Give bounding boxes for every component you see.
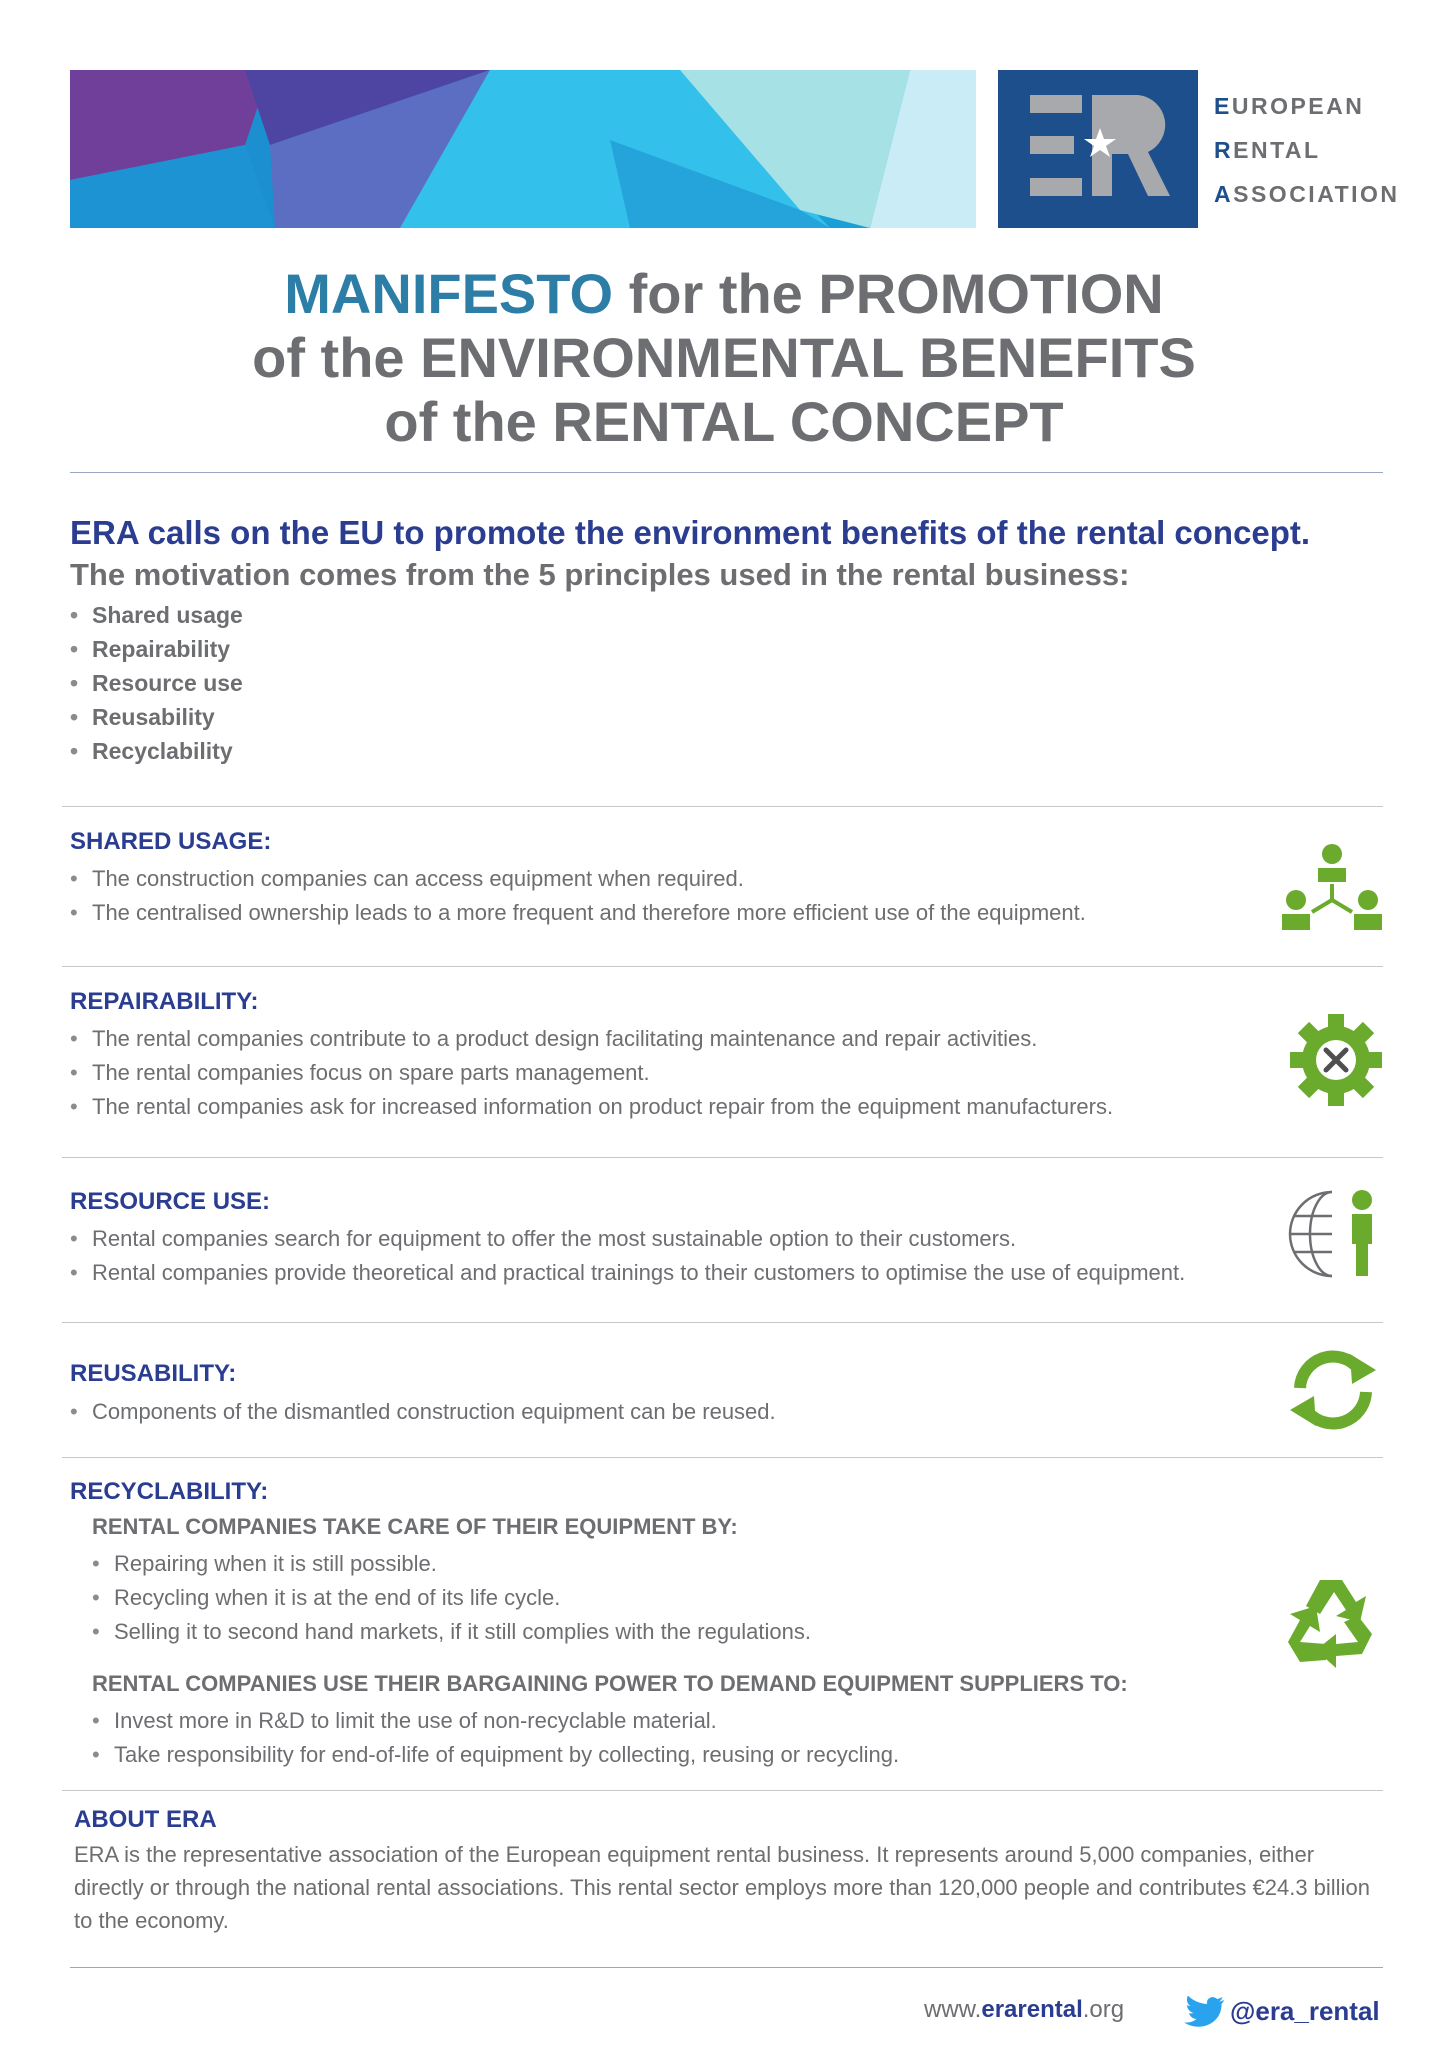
list-item: • Reusability [70,700,243,734]
recycle-subheading-1: RENTAL COMPANIES TAKE CARE OF THEIR EQUIPMENT BY: [92,1514,738,1539]
banner-graphic [70,70,976,228]
recycle-icon [1280,1576,1378,1668]
list-item: • Resource use [70,666,243,700]
list-item: • Repairability [70,632,243,666]
title-highlight: MANIFESTO [284,262,614,325]
repairability-heading: REPAIRABILITY: [70,988,259,1015]
section-divider [62,1157,1383,1158]
list-item: • Components of the dismantled construction equipment can be reused. [70,1395,776,1429]
section-divider [62,806,1383,807]
list-item: • Rental companies search for equipment to offer the most sustainable option to their customers. [70,1222,1185,1256]
list-item: • The construction companies can access equipment when required. [70,862,1086,896]
list-item: • The centralised ownership leads to a more frequent and therefore more efficient use of the equipment. [70,896,1086,930]
shared-people-icon [1282,842,1382,934]
resource-use-heading: RESOURCE USE: [70,1188,271,1215]
section-divider [62,1322,1383,1323]
gear-tools-icon [1290,1014,1382,1106]
twitter-bird-icon [1184,1996,1224,2028]
list-item: • Recyclability [70,734,243,768]
intro-call: ERA calls on the EU to promote the environment benefits of the rental concept. [70,514,1311,551]
resource-use-list [70,1222,1185,1290]
list-item: • Rental companies provide theoretical and practical trainings to their customers to optimise the use of equipment. [70,1256,1185,1290]
footer-divider [70,1967,1383,1968]
repairability-list [70,1022,1113,1124]
shared-usage-heading: SHARED USAGE: [70,828,272,855]
section-divider [62,966,1383,967]
list-item: • Repairing when it is still possible. [92,1547,811,1581]
header-banner [70,70,976,228]
intro-motivation: The motivation comes from the 5 principles used in the rental business: [70,557,1130,592]
about-heading: ABOUT ERA [74,1806,217,1833]
reusability-heading: REUSABILITY: [70,1360,237,1387]
twitter-handle[interactable]: @era_rental [1230,1996,1380,2026]
globe-person-icon [1286,1186,1382,1282]
list-item: • Shared usage [70,598,243,632]
list-item: • Take responsibility for end-of-life of equipment by collecting, reusing or recycling. [92,1738,899,1772]
list-item: • Invest more in R&D to limit the use of non-recyclable material. [92,1704,899,1738]
org-name [1214,84,1400,216]
about-text: ERA is the representative association of the European equipment rental business. It represents around 5,000 companies, either directly or through the national rental associations. This rental sector employs more than 120,000 people and contributes €24.3 billion to the economy. [74,1842,1370,1933]
title-divider [70,472,1383,473]
refresh-arrows-icon [1288,1348,1378,1432]
org-name-line-3: ASSOCIATION [1214,181,1400,207]
list-item: • The rental companies contribute to a product design facilitating maintenance and repair activities. [70,1022,1113,1056]
website-link[interactable]: www.erarental.org [924,1996,1125,2023]
era-logo [998,70,1198,228]
list-item: • The rental companies focus on spare parts management. [70,1056,1113,1090]
reusability-list [70,1395,776,1429]
list-item: • Recycling when it is at the end of its life cycle. [92,1581,811,1615]
section-divider [62,1457,1383,1458]
title-line-3: of the RENTAL CONCEPT [384,390,1064,453]
page-title [0,262,1448,454]
section-divider [62,1790,1383,1791]
era-logo-mark [998,70,1198,228]
list-item: • Selling it to second hand markets, if it still complies with the regulations. [92,1615,811,1649]
list-item: • The rental companies ask for increased information on product repair from the equipment manufacturers. [70,1090,1113,1124]
recyclability-heading: RECYCLABILITY: [70,1478,269,1505]
org-name-line-1: EUROPEAN [1214,93,1365,119]
recycle-list-2 [92,1704,899,1772]
title-line-1: MANIFESTO for the PROMOTION [284,262,1164,325]
principles-list [70,598,243,768]
recycle-subheading-2: RENTAL COMPANIES USE THEIR BARGAINING POWER TO DEMAND EQUIPMENT SUPPLIERS TO: [92,1671,1128,1696]
org-name-line-2: RENTAL [1214,137,1321,163]
recycle-list-1 [92,1547,811,1649]
title-line-2: of the ENVIRONMENTAL BENEFITS [252,326,1196,389]
shared-usage-list [70,862,1086,930]
